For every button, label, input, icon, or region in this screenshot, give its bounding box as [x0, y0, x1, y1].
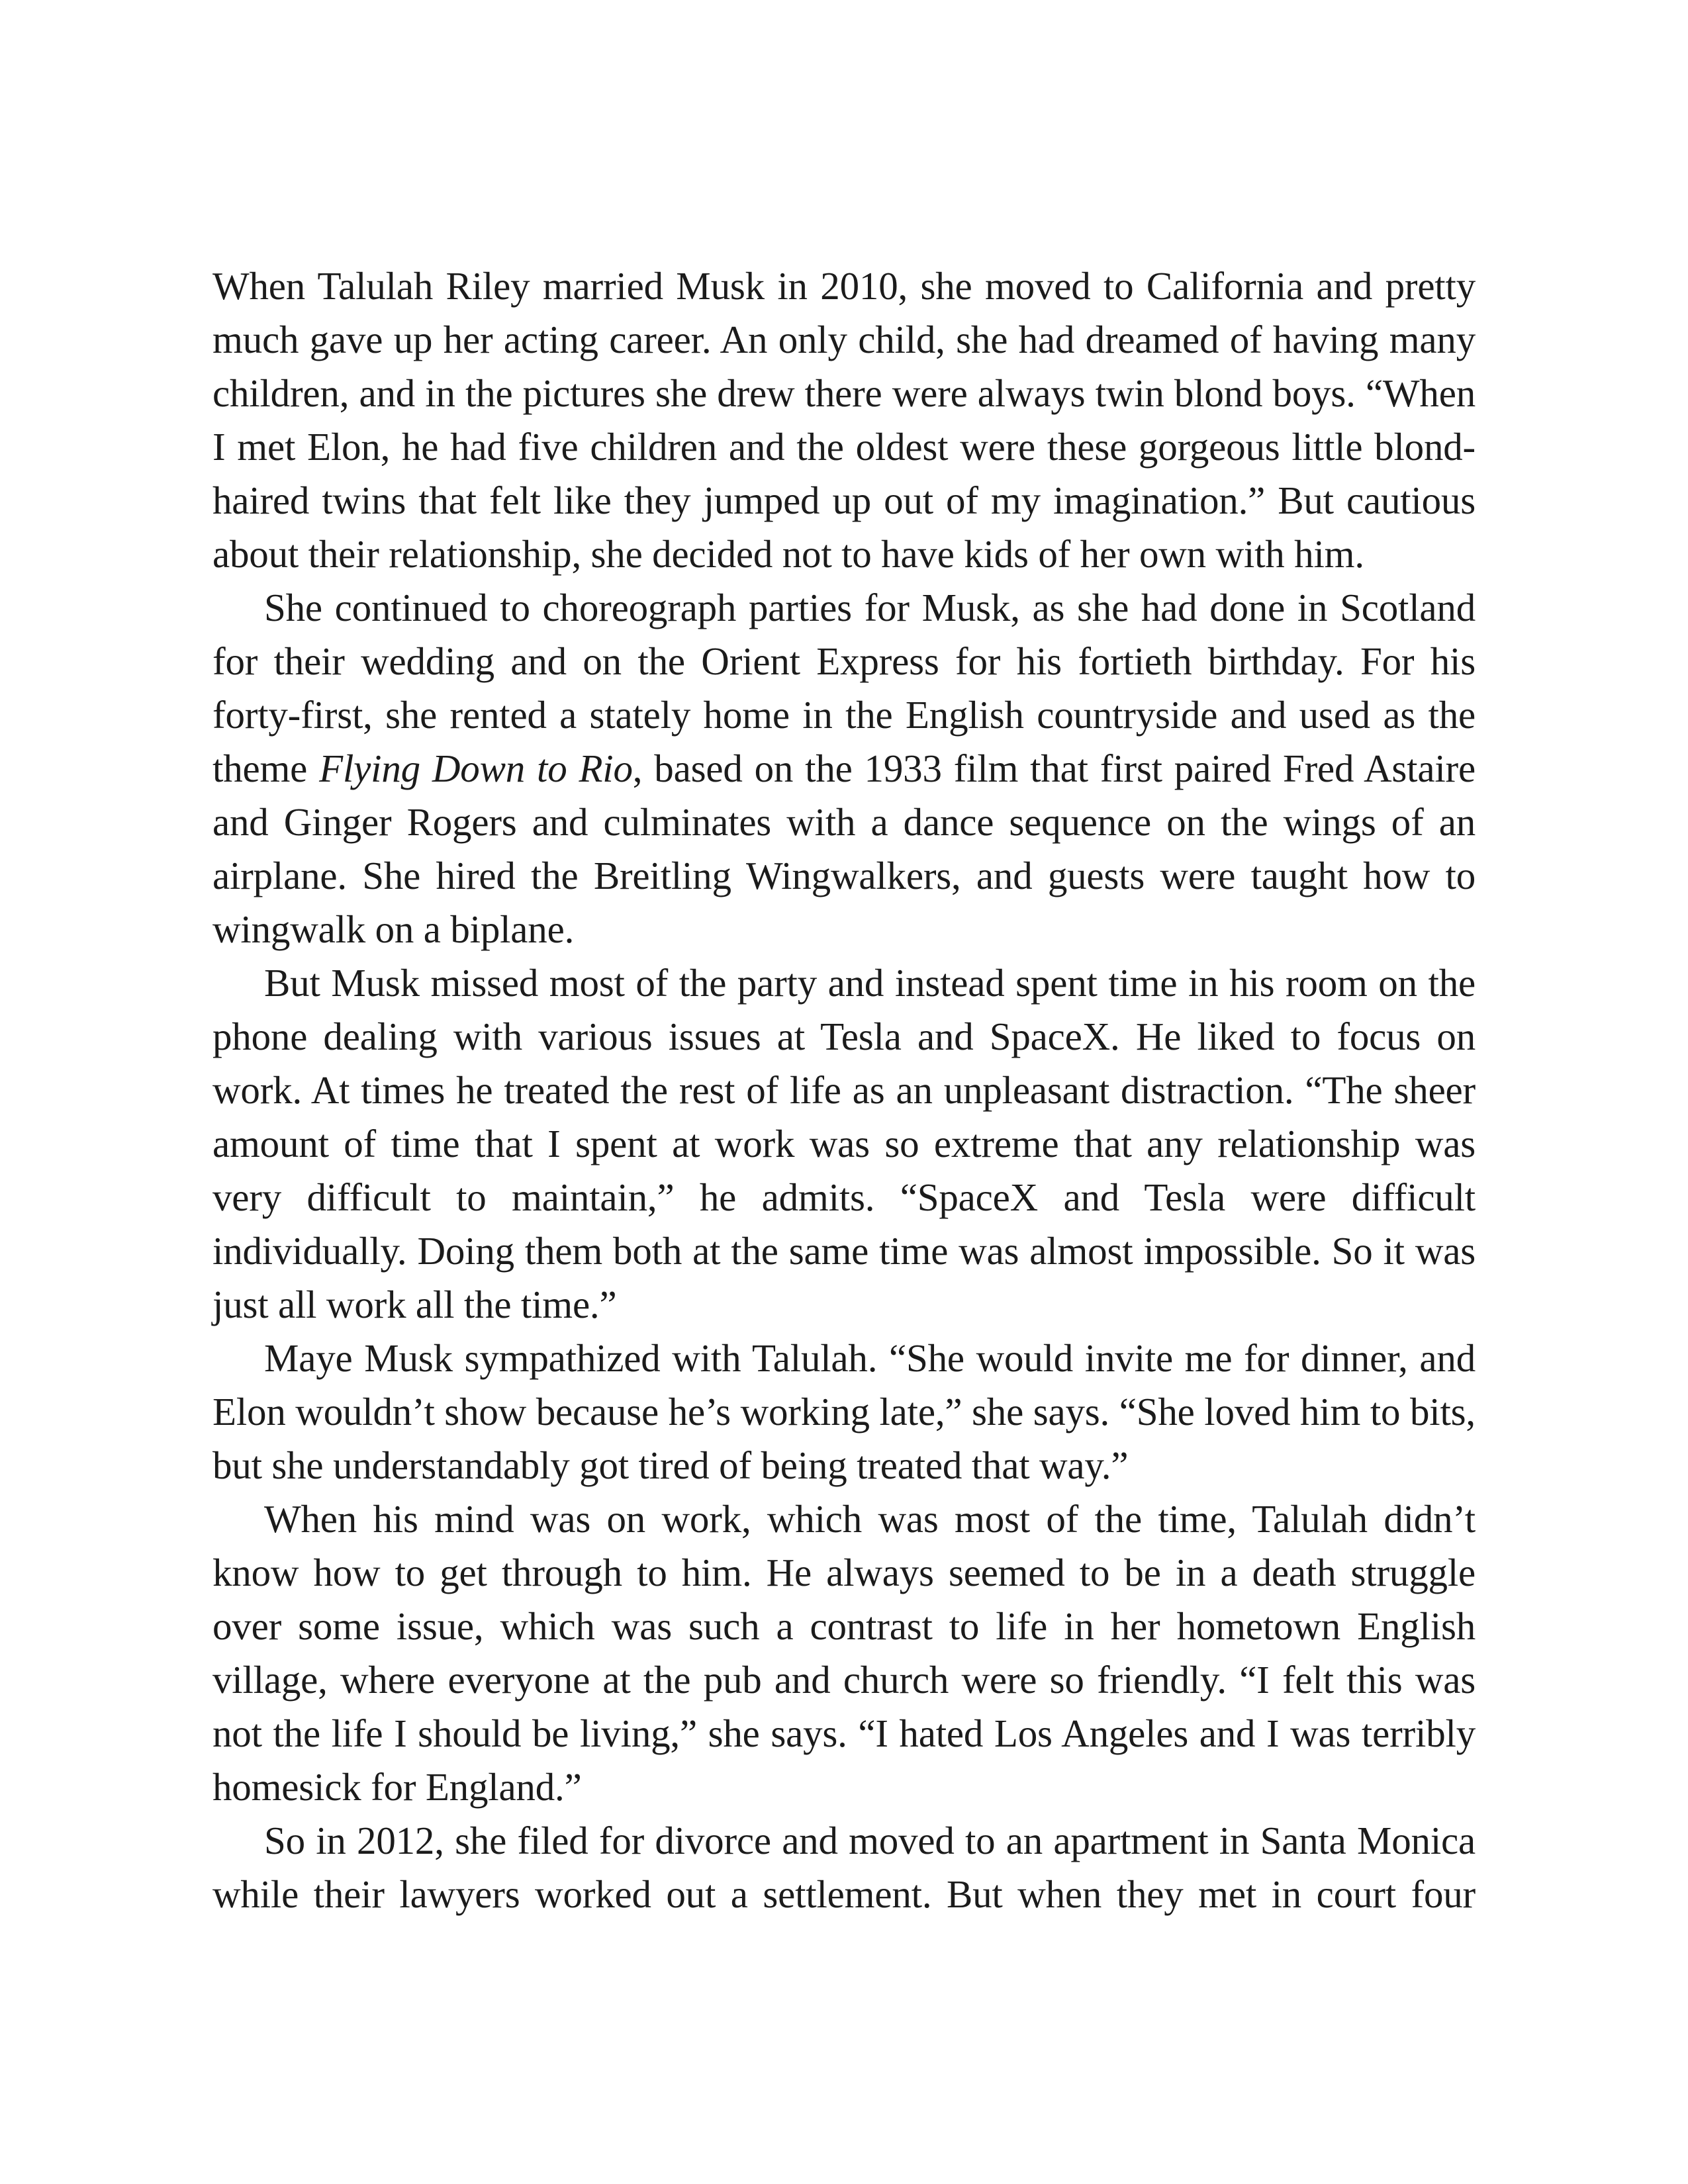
paragraph-3 [212, 956, 1476, 1332]
paragraph-2-text-end: , based on the 1933 film that first paired Fred Astaire and Ginger Rogers and culminates with a dance sequence on the wings of an airplane. She hired the Breitling Wingwalkers, and guests were taught how to wingwalk on a biplane. [212, 747, 1476, 951]
paragraph-2 [212, 581, 1476, 956]
paragraph-4 [212, 1332, 1476, 1492]
paragraph-6-text: So in 2012, she filed for divorce and moved to an apartment in Santa Monica while their lawyers worked out a settlement. But when they met in court four [212, 1819, 1476, 1916]
paragraph-4-text: Maye Musk sympathized with Talulah. “She would invite me for dinner, and Elon wouldn’t show because he’s working late,” she says. “She loved him to bits, but she understandably got tired of being treated that way.” [212, 1336, 1476, 1487]
film-title: Flying Down to Rio [319, 747, 633, 790]
paragraph-1-text: When Talulah Riley married Musk in 2010, she moved to California and pretty much gave up her acting career. An only child, she had dreamed of having many children, and in the pictures she drew there were always twin blond boys. “When I met Elon, he had five children and the oldest were these gorgeous little blond-haired twins that felt like they jumped up out of my imagination.” But cautious about their relationship, she decided not to have kids of her own with him. [212, 264, 1476, 576]
paragraph-5-text: When his mind was on work, which was most of the time, Talulah didn’t know how to get through to him. He always seemed to be in a death struggle over some issue, which was such a contrast to life in her hometown English village, where everyone at the pub and church were so friendly. “I felt this was not the life I should be living,” she says. “I hated Los Angeles and I was terribly homesick for England.” [212, 1497, 1476, 1809]
paragraph-5 [212, 1492, 1476, 1814]
paragraph-1 [212, 259, 1476, 581]
paragraph-6 [212, 1814, 1476, 1921]
paragraph-3-text: But Musk missed most of the party and instead spent time in his room on the phone dealing with various issues at Tesla and SpaceX. He liked to focus on work. At times he treated the rest of life as an unpleasant distraction. “The sheer amount of time that I spent at work was so extreme that any relationship was very difficult to maintain,” he admits. “SpaceX and Tesla were difficult individually. Doing them both at the same time was almost impossible. So it was just all work all the time.” [212, 961, 1476, 1326]
paragraph-2-text-start: She continued to choreograph parties for Musk, as she had done in Scotland for their wedding and on the Orient Express for his fortieth birthday. For his forty-first, she rented a stately home in the English countryside and used as the theme [212, 586, 1476, 790]
body-text [212, 259, 1476, 1921]
